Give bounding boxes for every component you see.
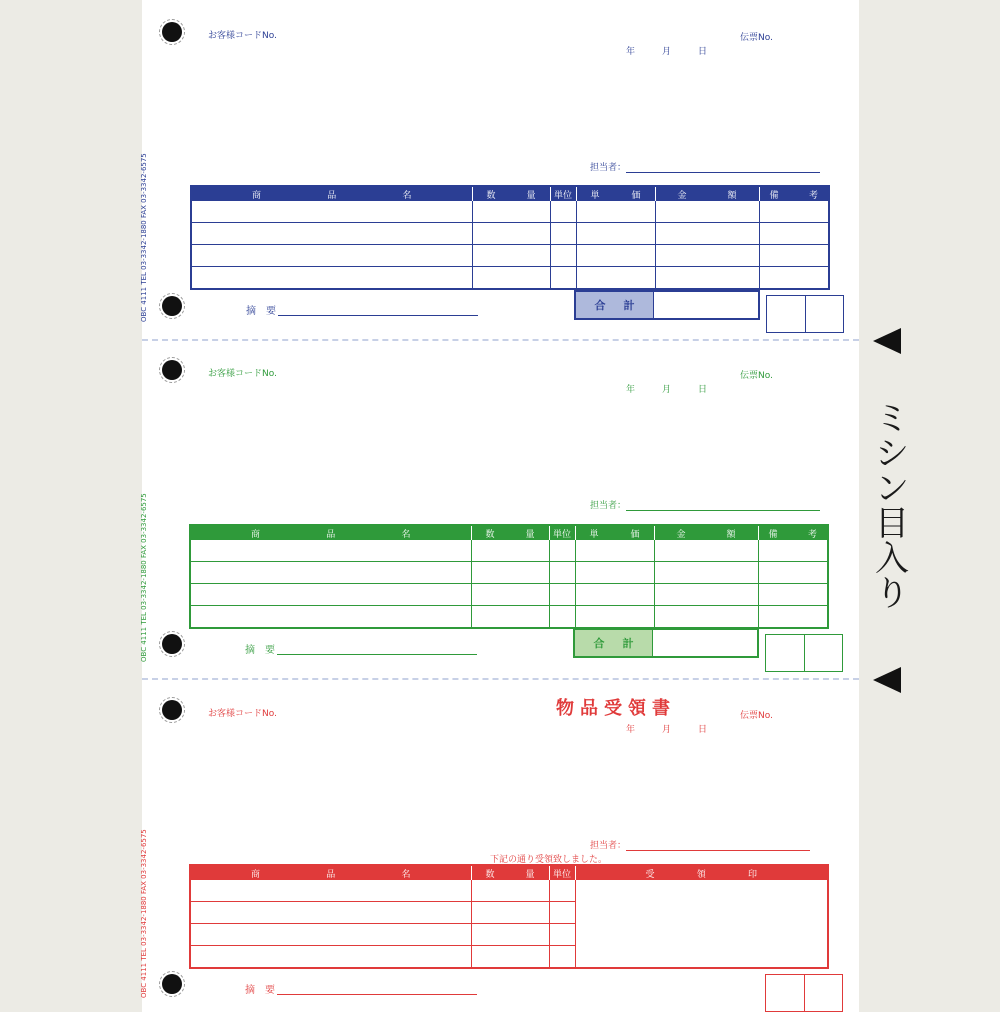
stamp-box	[766, 295, 844, 333]
col-price: 単 価	[575, 525, 654, 540]
perforation-arrow-1-icon	[873, 328, 901, 354]
date-month: 月	[662, 47, 672, 57]
table-row	[190, 606, 828, 629]
receipt-table	[189, 864, 829, 969]
col-product: 商 品 名	[252, 190, 412, 201]
stamp-box	[765, 634, 843, 672]
slip-no-label: 伝票No.	[740, 711, 773, 721]
summary-label: 摘 要	[245, 645, 275, 656]
receipt-stamp-area	[575, 880, 828, 968]
slip-no-label: 伝票No.	[740, 371, 773, 381]
col-unit: 単位	[549, 525, 575, 540]
col-unit: 単位	[549, 865, 575, 880]
summary-line	[278, 315, 478, 316]
col-qty: 数 量	[471, 865, 549, 880]
form-section-blue	[142, 0, 859, 338]
perforation-note: ミ シ ン 目 入 り	[875, 399, 909, 614]
total-box	[574, 290, 760, 320]
date-year: 年	[626, 385, 636, 395]
customer-code-label: お客様コードNo.	[208, 709, 277, 719]
col-note: 備 考	[758, 525, 828, 540]
col-receipt-stamp: 受 領 印	[575, 865, 828, 880]
col-qty: 数 量	[471, 525, 549, 540]
staff-label: 担当者：	[590, 163, 627, 173]
punch-hole-bottom	[162, 974, 182, 994]
col-product: 商 品 名	[251, 869, 411, 880]
date-year: 年	[626, 725, 636, 735]
date-month: 月	[662, 725, 672, 735]
items-table	[190, 185, 830, 290]
table-row	[191, 201, 829, 223]
form-section-red	[142, 680, 859, 1012]
table-row	[190, 880, 828, 902]
col-note: 備 考	[759, 186, 829, 201]
table-row	[191, 267, 829, 290]
form-section-green	[142, 340, 859, 678]
total-label: 合 計	[576, 292, 654, 318]
punch-hole-top	[162, 22, 182, 42]
punch-hole-top	[162, 360, 182, 380]
date-month: 月	[662, 385, 672, 395]
receipt-title: 物品受領書	[556, 698, 676, 719]
col-qty: 数 量	[472, 186, 550, 201]
summary-label: 摘 要	[246, 306, 276, 317]
staff-label: 担当者：	[590, 501, 627, 511]
customer-code-label: お客様コードNo.	[208, 31, 277, 41]
col-product: 商 品 名	[251, 529, 411, 540]
side-contact-info: OBC 4111 TEL 03-3342-1880 FAX 03-3342-6575	[140, 829, 148, 998]
table-row	[191, 245, 829, 267]
total-box	[573, 628, 759, 658]
side-contact-info: OBC 4111 TEL 03-3342-1880 FAX 03-3342-6575	[140, 493, 148, 662]
col-unit: 単位	[550, 186, 576, 201]
summary-label: 摘 要	[245, 985, 275, 996]
table-row	[190, 540, 828, 562]
staff-line	[626, 172, 820, 173]
slip-no-label: 伝票No.	[740, 33, 773, 43]
date-day: 日	[698, 385, 708, 395]
perforation-arrow-2-icon	[873, 667, 901, 693]
punch-hole-bottom	[162, 296, 182, 316]
staff-line	[626, 510, 820, 511]
punch-hole-bottom	[162, 634, 182, 654]
table-row	[190, 562, 828, 584]
table-row	[191, 223, 829, 245]
receipt-notice: 下記の通り受領致しました。	[490, 855, 608, 865]
customer-code-label: お客様コードNo.	[208, 369, 277, 379]
form-sheet	[142, 0, 859, 1012]
items-table	[189, 524, 829, 629]
staff-line	[626, 850, 810, 851]
stamp-box	[765, 974, 843, 1012]
punch-hole-top	[162, 700, 182, 720]
total-label: 合 計	[575, 630, 653, 656]
summary-line	[277, 994, 477, 995]
col-amount: 金 額	[654, 525, 758, 540]
staff-label: 担当者：	[590, 841, 627, 851]
side-contact-info: OBC 4111 TEL 03-3342-1880 FAX 03-3342-6575	[140, 153, 148, 322]
table-row	[190, 584, 828, 606]
date-day: 日	[698, 47, 708, 57]
summary-line	[277, 654, 477, 655]
date-year: 年	[626, 47, 636, 57]
date-day: 日	[698, 725, 708, 735]
col-amount: 金 額	[655, 186, 759, 201]
col-price: 単 価	[576, 186, 655, 201]
